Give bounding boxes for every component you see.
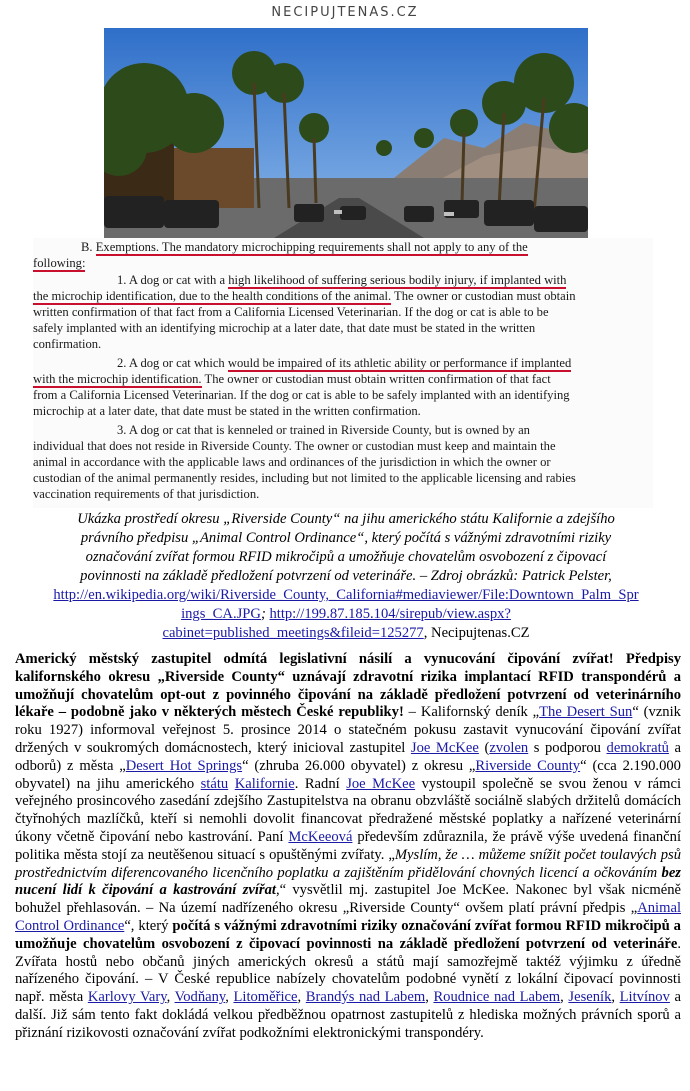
scan-line: custodian of the animal permanently resides, including but not limited to the applicable licensing and rabies (33, 471, 576, 485)
text: . Radní (294, 775, 347, 792)
text: , (611, 989, 620, 1006)
text: , (425, 989, 434, 1006)
wikipedia-source-link[interactable]: http://en.wikipedia.org/wiki/Riverside_County,_California#mediaviewer/File:Downtown_Palm_Spr (53, 587, 639, 603)
desert-hot-springs-link[interactable]: Desert Hot Springs (125, 757, 243, 774)
jesenik-link[interactable]: Jeseník (568, 989, 612, 1006)
text: a odborů) z města „ (15, 739, 681, 774)
text: , (166, 989, 175, 1006)
text: ,“ vysvětlil mj. zastupitel Joe McKee. Nakonec byl však nicméně bohužel přehlasován. – Na území nadřízeného okresu „Riverside County“ ovšem platí právní předpis „ (15, 882, 681, 917)
text: – Kalifornský deník „ (403, 704, 540, 721)
site-watermark: NECIPUJTENAS.CZ (271, 5, 419, 20)
text: “ (vznik roku 1927) informoval veřejnost 5. prosince 2014 o statečném pokusu zastavit vynucování čipování zvířat držených v soukromých domácnostech, který inicioval zastupitel (15, 704, 681, 756)
text: “ (zhruba 26.000 obyvatel) z okresu „ (242, 757, 476, 774)
desert-sun-link[interactable]: The Desert Sun (539, 704, 633, 721)
joe-mckee-link-2[interactable]: Joe McKee (346, 775, 416, 792)
zvolen-link[interactable]: zvolen (489, 739, 529, 756)
scan-line: safely implanted with an identifying microchip at a later date, that date must be stated in the written (33, 321, 536, 335)
mckee-quote: Myslím, že … můžeme snížit počet toulavých psů prostřednictvím diferencovaného licenčního poplatku a zajištěním přidělování chovných licencí a očkováním (15, 846, 681, 881)
karlovy-vary-link[interactable]: Karlovy Vary (87, 989, 167, 1006)
caption-separator: ; (260, 606, 270, 622)
ordinance-source-link-cont[interactable]: cabinet=published_meetings&fileid=125277 (162, 625, 424, 641)
scan-line: from a California Licensed Veterinarian. If the dog or cat is able to be safely implanted with an identifying (33, 388, 570, 402)
text: “ (cca 2.190.000 obyvatel) na jihu amerického (15, 757, 681, 792)
scan-line: 3. A dog or cat that is kenneled or trained in Riverside County, but is owned by an (117, 423, 530, 437)
statu-link[interactable]: státu (200, 775, 229, 792)
text: , (225, 989, 234, 1006)
caption-line: povinnosti na základě předložení potvrzení od veterináře. – Zdroj obrázků: Patrick Pelster, (80, 568, 612, 584)
brandys-link[interactable]: Brandýs nad Labem (305, 989, 426, 1006)
ordinance-highlight: počítá s vážnými zdravotními riziky označování zvířat formou RFID mikročipů a umožňuje chovatelům osvobození z čipovací povinnosti na základě předložení potvrzení od veterináře (15, 917, 681, 952)
text: především zdůraznila, že právě výše uvedená finanční politika města stojí za neutěšenou situací s opuštěnými zvířaty. „ (15, 828, 681, 863)
scan-line: following: (33, 256, 86, 270)
litvinov-link[interactable]: Litvínov (619, 989, 670, 1006)
text: s podporou (528, 739, 607, 756)
wikipedia-source-link-cont[interactable]: ings_CA.JPG (181, 606, 261, 622)
vodnany-link[interactable]: Vodňany (174, 989, 226, 1006)
text: , (297, 989, 306, 1006)
mckee-quote-bold: bez nucení lidí k čipování a kastrování zvířat (15, 864, 681, 899)
street-photo (104, 28, 588, 238)
litomerice-link[interactable]: Litoměřice (233, 989, 298, 1006)
scan-line: with the microchip identification. The owner or custodian must obtain written confirmation of that fact (33, 372, 551, 386)
image-caption (22, 510, 670, 643)
ordinance-excerpt (33, 238, 653, 508)
scan-line: 1. A dog or cat with a high likelihood of suffering serious bodily injury, if implanted with (117, 273, 567, 287)
text: a další. Již sám tento fakt dokládá velkou předběžnou opatrnost zastupitelů z hlediska možných právních sporů a přiznání rizikovosti označování zvířat podkožními elektronickými transpondéry. (15, 989, 681, 1041)
scan-line: the microchip identification, due to the health conditions of the animal. The owner or custodian must obtain (33, 289, 576, 303)
kalifornie-link[interactable]: Kalifornie (234, 775, 295, 792)
caption-line: označování zvířat formou RFID mikročipů a umožňuje chovatelům osvobození z čipovací (85, 549, 607, 565)
caption-line: Ukázka prostředí okresu „Riverside County“ na jihu amerického státu Kalifornie a zdejšího (77, 511, 615, 527)
text: , (560, 989, 569, 1006)
demokratu-link[interactable]: demokratů (606, 739, 669, 756)
riverside-county-link[interactable]: Riverside County (475, 757, 581, 774)
mckeeova-link[interactable]: McKeeová (288, 828, 353, 845)
scan-line: 2. A dog or cat which would be impaired of its athletic ability or performance if implanted (117, 356, 572, 370)
scan-line: microchip at a later date, that date must be stated in the written confirmation. (33, 404, 421, 418)
scan-line: B. Exemptions. The mandatory microchipping requirements shall not apply to any of the (81, 240, 528, 254)
scan-line: written confirmation of that fact from a California Licensed Veterinarian. If the dog or cat is able to be (33, 305, 549, 319)
text: . Zvířata hostů nebo občanů jiných amerických okresů a států mají samozřejmě taktéž výjimku z úředně nařízeného čipování. – V České republice nabízely chovatelům podobné vynětí z lokální čipovací povinnosti např. města (15, 935, 681, 1006)
caption-credit: , Necipujtenas.CZ (423, 625, 530, 641)
article-lead: Americký městský zastupitel odmítá legislativní násilí a vynucování čipování zvířat! Předpisy kalifornského okresu „Riverside County“ uznávají zdravotní rizika implantací RFID transpondérů a umožňují chovatelům opt-out z povinného čipování na základě předložení potvrzení od veterinárního lékaře – podobně jako v některých městech České republiky! (15, 651, 681, 721)
ordinance-source-link[interactable]: http://199.87.185.104/sirepub/view.aspx? (269, 606, 511, 622)
scan-line: confirmation. (33, 337, 102, 351)
scan-line: animal in accordance with the applicable laws and ordinances of the jurisdiction in which the owner or (33, 455, 551, 469)
scan-line: individual that does not reside in Riverside County. The owner or custodian must keep and maintain the (33, 439, 556, 453)
text: vystoupil společně se svou ženou v rámci veřejného prosincového zasedání zdejšího Zastupitelstva na obranu obzvláště sociálně slabých držitelů domácích čtyřnohých mazlíčků, kteří si nemohli dovolit financovat předražené městské poplatky a nařízené veterinární úkony včetně čipování nebo kastrování. Paní (15, 775, 682, 845)
text: “, který (124, 917, 173, 934)
roudnice-link[interactable]: Roudnice nad Labem (433, 989, 561, 1006)
scan-line: vaccination requirements of that jurisdiction. (33, 487, 260, 501)
joe-mckee-link[interactable]: Joe McKee (410, 739, 479, 756)
caption-line: právního předpisu „Animal Control Ordinance“, který počítá s vážnými zdravotními riziky (80, 530, 612, 546)
animal-control-ordinance-link[interactable]: Animal Control Ordinance (15, 900, 681, 934)
text: ( (478, 739, 490, 756)
article-body (15, 651, 681, 1043)
